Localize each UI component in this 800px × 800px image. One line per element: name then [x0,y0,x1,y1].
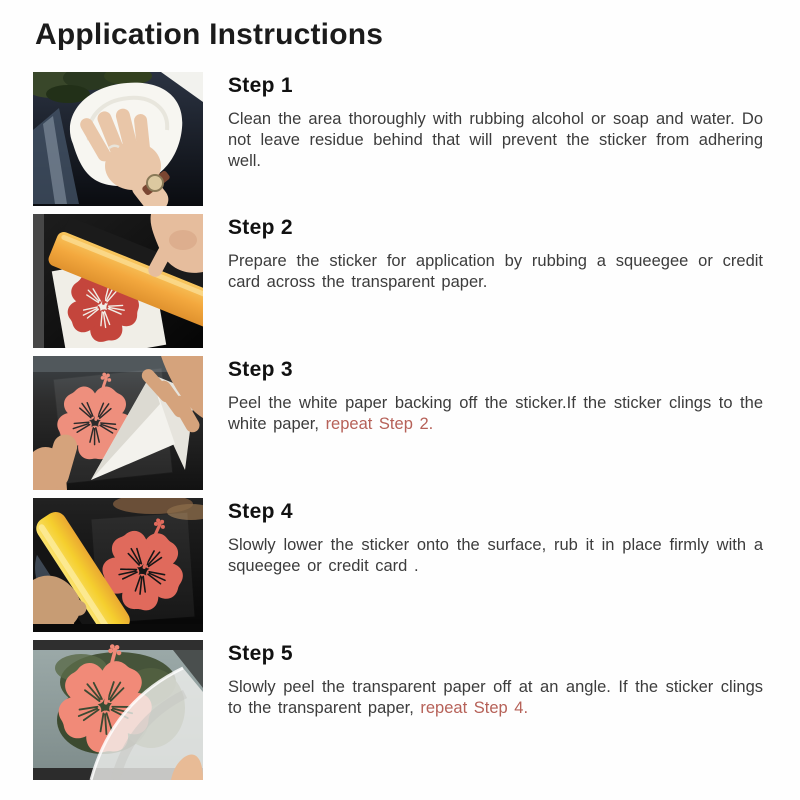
step-2-body-text: Prepare the sticker for application by rubbing a squeegee or credit card across the transparent paper. [228,252,763,291]
step-5-text [228,640,763,719]
step-5-row [33,640,763,780]
step-2-heading: Step 2 [228,216,293,239]
step-2-row [33,214,763,348]
step-3-row [33,356,763,490]
step-2-text [228,214,763,293]
step-4-photo-apply-sticker [33,498,203,632]
step-5-body-text: Slowly peel the transparent paper off at an angle. If the sticker clings to the transparent paper, [228,678,763,717]
step-3-highlight: repeat Step 2. [325,415,434,433]
step-3-body [228,393,763,435]
step-1-row [33,72,763,206]
step-4-body-text: Slowly lower the sticker onto the surface, rub it in place firmly with a squeegee or credit card . [228,536,763,575]
step-2-photo-squeegee-prep [33,214,203,348]
wall-strip [33,214,44,348]
page-title: Application Instructions [35,18,384,51]
step-4-body [228,535,763,577]
step-3-body-text: Peel the white paper backing off the sticker.If the sticker clings to the white paper, [228,394,763,433]
step-1-heading: Step 1 [228,74,293,97]
step-3-text [228,356,763,435]
step-4-row [33,498,763,632]
step-3-photo-peel-backing [33,356,203,490]
step-1-text [228,72,763,172]
step-4-heading: Step 4 [228,500,293,523]
step-2-body [228,251,763,293]
step-5-body [228,677,763,719]
step-1-body-text: Clean the area thoroughly with rubbing alcohol or soap and water. Do not leave residue behind that will prevent the sticker from adhering well. [228,110,763,170]
step-5-photo-peel-transfer [33,640,203,780]
step-5-highlight: repeat Step 4. [420,699,529,717]
step-3-heading: Step 3 [228,358,293,381]
step-1-photo-cleaning-surface [33,72,203,206]
step-1-body [228,109,763,172]
step-5-heading: Step 5 [228,642,293,665]
step-4-text [228,498,763,577]
